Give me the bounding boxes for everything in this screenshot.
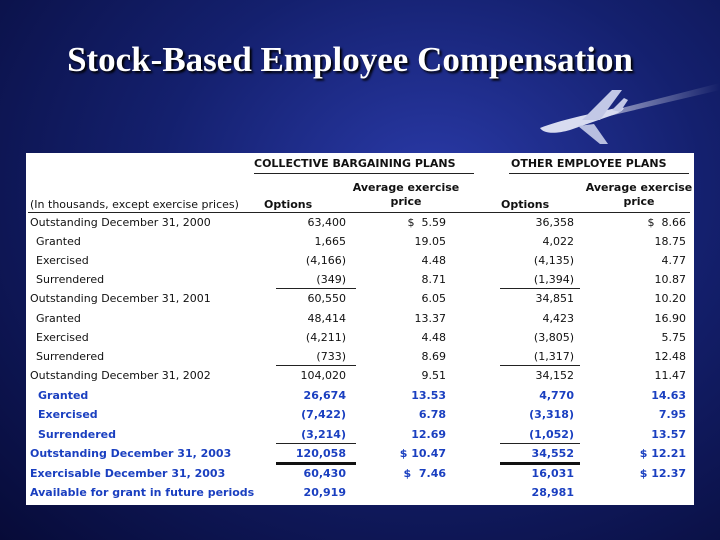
oe-price-cell: 10.87: [654, 273, 686, 286]
oe-options-cell: (3,318): [529, 408, 574, 421]
oe-options-cell: (1,317): [533, 350, 574, 363]
cb-options-cell: (733): [316, 350, 346, 363]
oe-price-cell: 7.95: [658, 408, 686, 421]
cb-options-cell: (7,422): [301, 408, 346, 421]
cb-price-cell: $ 10.47: [399, 447, 446, 460]
row-label: Available for grant in future periods: [30, 486, 255, 499]
cb-options-cell: 60,550: [307, 292, 346, 305]
oe-options-cell: 16,031: [531, 467, 574, 480]
oe-options-cell: (3,805): [533, 331, 574, 344]
row-label: Outstanding December 31, 2001: [30, 292, 211, 305]
oe-options-cell: 34,152: [535, 369, 574, 382]
row-label: Exercised: [36, 331, 89, 344]
row-label: Exercised: [38, 408, 98, 421]
oe-price-cell: $ 12.37: [639, 467, 686, 480]
col-price-cb-line2: price: [390, 195, 422, 208]
row-header-caption: (In thousands, except exercise prices): [30, 198, 239, 211]
oe-options-cell: 34,851: [535, 292, 574, 305]
cb-options-cell: 104,020: [300, 369, 346, 382]
cb-options-cell: 63,400: [307, 216, 346, 229]
cb-options-cell: 60,430: [303, 467, 346, 480]
col-price-cb-line1: Average exercise: [352, 181, 460, 194]
cb-options-cell: 120,058: [295, 447, 346, 460]
cb-price-cell: $ 7.46: [403, 467, 446, 480]
row-label: Exercisable December 31, 2003: [30, 467, 226, 480]
cb-price-cell: 13.37: [414, 312, 446, 325]
row-label: Surrendered: [36, 350, 105, 363]
oe-price-cell: 11.47: [654, 369, 686, 382]
cb-options-cell: 48,414: [307, 312, 346, 325]
row-label: Granted: [38, 389, 89, 402]
row-label: Outstanding December 31, 2002: [30, 369, 211, 382]
cb-options-cell: (4,166): [305, 254, 346, 267]
oe-price-cell: $ 12.21: [639, 447, 686, 460]
col-price-oe-line1: Average exercise: [585, 181, 693, 194]
cb-options-cell: (3,214): [301, 428, 346, 441]
header-other-employee: OTHER EMPLOYEE PLANS: [511, 157, 667, 170]
cb-options-cell: 26,674: [303, 389, 346, 402]
cb-price-cell: 9.51: [421, 369, 446, 382]
cb-options-cell: (349): [316, 273, 346, 286]
cb-price-cell: 8.71: [421, 273, 446, 286]
col-price-oe-line2: price: [623, 195, 655, 208]
oe-options-cell: 4,770: [539, 389, 574, 402]
cb-price-cell: 6.05: [421, 292, 446, 305]
cb-price-cell: 8.69: [421, 350, 446, 363]
slide-title: Stock-Based Employee Compensation: [67, 40, 633, 79]
cb-price-cell: 4.48: [421, 331, 446, 344]
row-label: Granted: [36, 312, 81, 325]
row-label: Surrendered: [36, 273, 105, 286]
oe-price-cell: 18.75: [654, 235, 686, 248]
oe-options-cell: 28,981: [531, 486, 574, 499]
airplane-icon: [520, 78, 720, 148]
oe-options-cell: (4,135): [533, 254, 574, 267]
cb-price-cell: 6.78: [418, 408, 446, 421]
cb-options-cell: 20,919: [303, 486, 346, 499]
row-label: Surrendered: [38, 428, 116, 441]
oe-options-cell: 4,423: [542, 312, 574, 325]
row-label: Exercised: [36, 254, 89, 267]
col-options-cb: Options: [264, 198, 313, 211]
cb-price-cell: 12.69: [411, 428, 446, 441]
oe-price-cell: 4.77: [661, 254, 686, 267]
cb-price-cell: 4.48: [421, 254, 446, 267]
cb-price-cell: $ 5.59: [407, 216, 446, 229]
header-collective-bargaining: COLLECTIVE BARGAINING PLANS: [254, 157, 456, 170]
oe-price-cell: 5.75: [661, 331, 686, 344]
cb-price-cell: 13.53: [411, 389, 446, 402]
row-label: Granted: [36, 235, 81, 248]
oe-price-cell: 14.63: [651, 389, 686, 402]
row-label: Outstanding December 31, 2003: [30, 447, 232, 460]
oe-options-cell: (1,052): [529, 428, 574, 441]
oe-options-cell: 34,552: [531, 447, 574, 460]
oe-options-cell: 4,022: [542, 235, 574, 248]
oe-price-cell: 10.20: [654, 292, 686, 305]
oe-price-cell: 13.57: [651, 428, 686, 441]
cb-price-cell: 19.05: [414, 235, 446, 248]
oe-price-cell: $ 8.66: [647, 216, 686, 229]
oe-options-cell: 36,358: [535, 216, 574, 229]
oe-options-cell: (1,394): [533, 273, 574, 286]
col-options-oe: Options: [501, 198, 550, 211]
oe-price-cell: 16.90: [654, 312, 686, 325]
row-label: Outstanding December 31, 2000: [30, 216, 211, 229]
compensation-table: [26, 153, 694, 505]
oe-price-cell: 12.48: [654, 350, 686, 363]
cb-options-cell: (4,211): [305, 331, 346, 344]
cb-options-cell: 1,665: [314, 235, 346, 248]
